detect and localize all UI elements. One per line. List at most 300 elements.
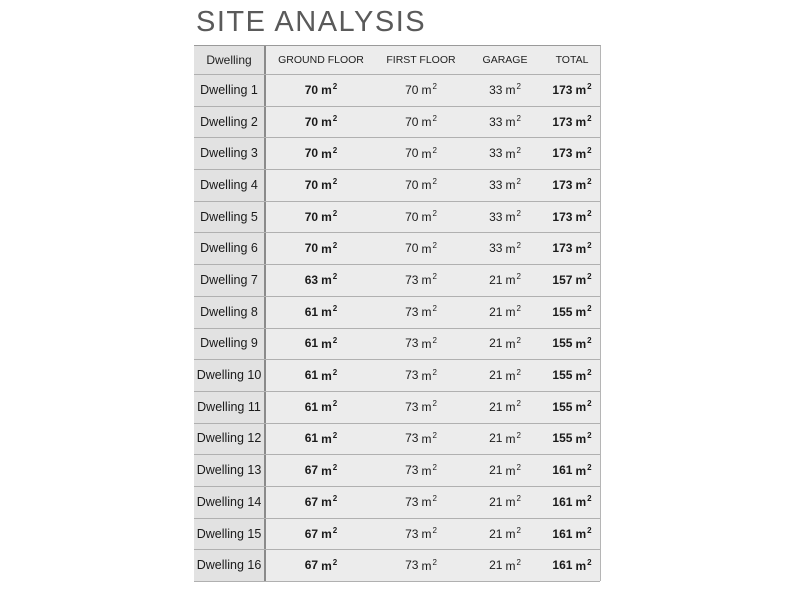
dwelling-name-cell: Dwelling 4 xyxy=(200,177,258,192)
total-cell xyxy=(544,328,600,360)
unit-symbol: m xyxy=(575,305,587,320)
unit-symbol: m xyxy=(421,495,432,510)
total-cell xyxy=(544,201,600,233)
unit-symbol: m xyxy=(321,241,332,256)
ground-floor-cell xyxy=(266,328,376,360)
unit-symbol: m xyxy=(321,115,332,130)
table-row xyxy=(194,391,600,424)
total-cell xyxy=(544,423,600,455)
garage-cell xyxy=(466,232,544,264)
area-value: 67 xyxy=(304,526,319,541)
area-unit xyxy=(505,336,520,351)
table-row xyxy=(194,201,600,234)
unit-symbol: m xyxy=(321,83,332,98)
unit-exponent: 2 xyxy=(332,335,338,345)
unit-symbol: m xyxy=(321,273,332,288)
first-floor-cell xyxy=(376,169,466,201)
area-unit xyxy=(321,114,337,129)
unit-symbol: m xyxy=(321,210,332,225)
dwelling-name-cell: Dwelling 8 xyxy=(200,304,258,319)
ground-floor-cell xyxy=(266,106,376,138)
area-value: 173 xyxy=(552,241,573,256)
unit-symbol: m xyxy=(505,210,516,225)
area-value: 67 xyxy=(304,558,319,573)
unit-exponent: 2 xyxy=(587,304,592,314)
unit-symbol: m xyxy=(505,400,516,415)
area-value: 173 xyxy=(552,146,573,161)
area-unit xyxy=(421,399,436,414)
area-value: 70 xyxy=(405,209,419,224)
unit-symbol: m xyxy=(321,431,332,446)
first-floor-cell xyxy=(376,454,466,486)
area-value: 73 xyxy=(405,526,419,541)
area-unit xyxy=(321,209,337,224)
unit-exponent: 2 xyxy=(587,82,592,92)
area-unit xyxy=(421,304,436,319)
area-unit xyxy=(505,241,520,256)
area-value: 173 xyxy=(552,209,573,224)
unit-exponent: 2 xyxy=(516,557,521,567)
unit-symbol: m xyxy=(575,431,587,446)
area-value: 155 xyxy=(552,368,573,383)
table-row xyxy=(194,296,600,329)
garage-cell xyxy=(466,137,544,169)
dwelling-name-cell: Dwelling 12 xyxy=(196,431,262,446)
unit-symbol: m xyxy=(505,83,516,98)
ground-floor-cell xyxy=(266,391,376,423)
total-cell xyxy=(544,264,600,296)
table-row xyxy=(194,169,600,202)
area-unit xyxy=(421,494,436,509)
unit-symbol: m xyxy=(575,83,587,98)
ground-floor-cell xyxy=(266,137,376,169)
unit-symbol: m xyxy=(321,305,332,320)
ground-floor-cell xyxy=(266,264,376,296)
table-row xyxy=(194,423,600,456)
area-unit xyxy=(505,558,520,573)
unit-exponent: 2 xyxy=(516,399,521,409)
garage-cell xyxy=(466,264,544,296)
area-value: 21 xyxy=(489,431,503,446)
table-row xyxy=(194,106,600,139)
unit-exponent: 2 xyxy=(516,145,521,155)
unit-symbol: m xyxy=(575,146,587,161)
area-unit xyxy=(421,368,436,383)
unit-exponent: 2 xyxy=(516,240,521,250)
unit-exponent: 2 xyxy=(516,367,521,377)
area-value: 70 xyxy=(304,82,319,97)
area-value: 33 xyxy=(489,82,503,97)
garage-cell xyxy=(466,391,544,423)
unit-symbol: m xyxy=(575,178,587,193)
unit-exponent: 2 xyxy=(587,557,592,567)
unit-exponent: 2 xyxy=(587,494,592,504)
unit-exponent: 2 xyxy=(432,399,437,409)
table-row xyxy=(194,232,600,265)
area-unit xyxy=(505,463,520,478)
ground-floor-cell xyxy=(266,169,376,201)
area-value: 155 xyxy=(552,399,573,414)
unit-symbol: m xyxy=(421,463,432,478)
area-value: 173 xyxy=(552,82,573,97)
unit-exponent: 2 xyxy=(432,82,437,92)
area-unit xyxy=(421,177,436,192)
unit-exponent: 2 xyxy=(332,304,338,314)
table-row xyxy=(194,359,600,392)
unit-symbol: m xyxy=(575,210,587,225)
unit-exponent: 2 xyxy=(587,272,592,282)
unit-symbol: m xyxy=(505,305,516,320)
area-unit xyxy=(575,304,591,319)
unit-exponent: 2 xyxy=(587,367,592,377)
area-unit xyxy=(505,209,520,224)
area-unit xyxy=(421,82,436,97)
first-floor-cell xyxy=(376,359,466,391)
unit-symbol: m xyxy=(421,305,432,320)
total-cell xyxy=(544,74,600,106)
area-value: 21 xyxy=(489,272,503,287)
unit-exponent: 2 xyxy=(516,209,521,219)
area-unit xyxy=(421,431,436,446)
area-value: 70 xyxy=(405,146,419,161)
unit-exponent: 2 xyxy=(587,240,592,250)
unit-exponent: 2 xyxy=(587,177,592,187)
unit-symbol: m xyxy=(575,558,587,573)
table-header-row xyxy=(194,46,600,75)
unit-exponent: 2 xyxy=(516,82,521,92)
area-unit xyxy=(321,336,337,351)
unit-exponent: 2 xyxy=(332,430,338,440)
first-floor-cell xyxy=(376,106,466,138)
area-unit xyxy=(575,114,591,129)
area-value: 73 xyxy=(405,272,419,287)
unit-exponent: 2 xyxy=(432,272,437,282)
unit-exponent: 2 xyxy=(432,177,437,187)
total-cell xyxy=(544,359,600,391)
garage-cell xyxy=(466,201,544,233)
unit-symbol: m xyxy=(505,527,516,541)
unit-exponent: 2 xyxy=(432,240,437,250)
total-cell xyxy=(544,486,600,518)
area-unit xyxy=(505,526,520,541)
unit-symbol: m xyxy=(575,115,587,130)
unit-exponent: 2 xyxy=(516,494,521,504)
unit-symbol: m xyxy=(321,178,332,193)
table-row xyxy=(194,264,600,297)
area-value: 70 xyxy=(405,114,419,129)
area-value: 70 xyxy=(405,177,419,192)
area-value: 21 xyxy=(489,368,503,383)
total-cell xyxy=(544,169,600,201)
area-value: 73 xyxy=(405,368,419,383)
unit-exponent: 2 xyxy=(332,114,338,124)
unit-symbol: m xyxy=(321,527,332,541)
area-unit xyxy=(321,82,337,97)
unit-exponent: 2 xyxy=(432,430,437,440)
area-unit xyxy=(421,526,436,541)
area-unit xyxy=(321,558,337,573)
unit-symbol: m xyxy=(505,273,516,288)
area-unit xyxy=(321,272,337,287)
ground-floor-cell xyxy=(266,74,376,106)
area-unit xyxy=(575,82,591,97)
area-value: 70 xyxy=(405,241,419,256)
area-unit xyxy=(321,304,337,319)
unit-symbol: m xyxy=(421,241,432,256)
area-unit xyxy=(321,177,337,192)
area-unit xyxy=(321,526,337,541)
area-unit xyxy=(321,368,337,383)
area-value: 67 xyxy=(304,463,319,478)
garage-cell xyxy=(466,454,544,486)
ground-floor-cell xyxy=(266,454,376,486)
unit-exponent: 2 xyxy=(332,145,338,155)
unit-symbol: m xyxy=(575,400,587,415)
dwelling-name-cell: Dwelling 16 xyxy=(196,558,262,573)
area-unit xyxy=(421,272,436,287)
area-unit xyxy=(575,558,591,573)
total-cell xyxy=(544,518,600,550)
unit-exponent: 2 xyxy=(432,209,437,219)
unit-exponent: 2 xyxy=(516,272,521,282)
unit-exponent: 2 xyxy=(432,114,437,124)
area-unit xyxy=(421,241,436,256)
area-unit xyxy=(421,463,436,478)
dwelling-name-cell: Dwelling 1 xyxy=(200,82,258,97)
unit-symbol: m xyxy=(575,527,587,541)
first-floor-cell xyxy=(376,232,466,264)
area-unit xyxy=(505,272,520,287)
unit-symbol: m xyxy=(321,336,332,351)
header-ground-floor: GROUND FLOOR xyxy=(278,54,364,66)
unit-exponent: 2 xyxy=(516,430,521,440)
unit-symbol: m xyxy=(575,495,587,510)
unit-symbol: m xyxy=(505,146,516,161)
unit-symbol: m xyxy=(421,273,432,288)
area-value: 33 xyxy=(489,114,503,129)
dwelling-name-cell: Dwelling 5 xyxy=(200,209,258,224)
unit-symbol: m xyxy=(505,178,516,193)
unit-exponent: 2 xyxy=(332,367,338,377)
first-floor-cell xyxy=(376,391,466,423)
area-value: 63 xyxy=(304,272,319,287)
unit-symbol: m xyxy=(575,463,587,478)
unit-symbol: m xyxy=(575,336,587,351)
area-unit xyxy=(575,336,591,351)
area-unit xyxy=(575,177,591,192)
unit-symbol: m xyxy=(421,146,432,161)
area-value: 73 xyxy=(405,336,419,351)
unit-exponent: 2 xyxy=(587,430,592,440)
unit-exponent: 2 xyxy=(432,145,437,155)
dwelling-name-cell: Dwelling 2 xyxy=(200,114,258,129)
ground-floor-cell xyxy=(266,486,376,518)
area-value: 173 xyxy=(552,177,573,192)
area-value: 70 xyxy=(405,82,419,97)
unit-symbol: m xyxy=(421,368,432,383)
unit-exponent: 2 xyxy=(587,526,592,535)
unit-exponent: 2 xyxy=(332,272,338,282)
ground-floor-cell xyxy=(266,232,376,264)
first-floor-cell xyxy=(376,74,466,106)
header-first-floor: FIRST FLOOR xyxy=(386,54,456,66)
area-value: 73 xyxy=(405,558,419,573)
area-unit xyxy=(575,399,591,414)
area-value: 61 xyxy=(304,399,319,414)
table-row xyxy=(194,549,600,582)
unit-symbol: m xyxy=(421,527,432,541)
unit-symbol: m xyxy=(505,463,516,478)
garage-cell xyxy=(466,423,544,455)
garage-cell xyxy=(466,359,544,391)
dwelling-name-cell: Dwelling 6 xyxy=(200,241,258,256)
area-value: 67 xyxy=(304,494,319,509)
total-cell xyxy=(544,549,600,581)
dwelling-name-cell: Dwelling 3 xyxy=(200,146,258,161)
first-floor-cell xyxy=(376,423,466,455)
area-unit xyxy=(321,494,337,509)
table-row xyxy=(194,137,600,170)
unit-exponent: 2 xyxy=(332,526,338,535)
unit-symbol: m xyxy=(321,558,332,573)
dwelling-name-cell: Dwelling 7 xyxy=(200,272,258,287)
unit-exponent: 2 xyxy=(587,335,592,345)
area-value: 70 xyxy=(304,241,319,256)
header-dwelling: Dwelling xyxy=(206,53,252,67)
unit-symbol: m xyxy=(575,368,587,383)
unit-exponent: 2 xyxy=(516,177,521,187)
area-unit xyxy=(505,368,520,383)
unit-exponent: 2 xyxy=(332,494,338,504)
area-value: 173 xyxy=(552,114,573,129)
area-value: 73 xyxy=(405,431,419,446)
first-floor-cell xyxy=(376,137,466,169)
unit-symbol: m xyxy=(505,241,516,256)
area-unit xyxy=(321,146,337,161)
area-unit xyxy=(575,368,591,383)
area-unit xyxy=(575,272,591,287)
area-value: 70 xyxy=(304,177,319,192)
area-value: 70 xyxy=(304,209,319,224)
area-value: 161 xyxy=(552,526,573,541)
area-value: 73 xyxy=(405,399,419,414)
unit-exponent: 2 xyxy=(332,557,338,567)
first-floor-cell xyxy=(376,518,466,550)
area-unit xyxy=(575,463,591,478)
ground-floor-cell xyxy=(266,201,376,233)
unit-exponent: 2 xyxy=(432,557,437,567)
ground-floor-cell xyxy=(266,518,376,550)
unit-exponent: 2 xyxy=(332,240,338,250)
unit-symbol: m xyxy=(505,495,516,510)
unit-symbol: m xyxy=(421,336,432,351)
garage-cell xyxy=(466,74,544,106)
garage-cell xyxy=(466,169,544,201)
unit-exponent: 2 xyxy=(516,335,521,345)
area-unit xyxy=(575,431,591,446)
area-value: 21 xyxy=(489,304,503,319)
area-value: 61 xyxy=(304,431,319,446)
unit-exponent: 2 xyxy=(432,494,437,504)
area-value: 33 xyxy=(489,209,503,224)
dwelling-name-cell: Dwelling 14 xyxy=(196,494,262,509)
unit-symbol: m xyxy=(321,463,332,478)
dwelling-name-cell: Dwelling 15 xyxy=(196,526,262,541)
area-value: 155 xyxy=(552,431,573,446)
unit-symbol: m xyxy=(321,400,332,415)
unit-symbol: m xyxy=(421,178,432,193)
unit-exponent: 2 xyxy=(332,462,338,472)
unit-symbol: m xyxy=(575,273,587,288)
header-garage: GARAGE xyxy=(482,54,528,66)
unit-exponent: 2 xyxy=(587,209,592,219)
unit-symbol: m xyxy=(421,115,432,130)
unit-symbol: m xyxy=(421,431,432,446)
first-floor-cell xyxy=(376,328,466,360)
unit-symbol: m xyxy=(505,431,516,446)
area-value: 61 xyxy=(304,304,319,319)
first-floor-cell xyxy=(376,264,466,296)
dwelling-name-cell: Dwelling 11 xyxy=(197,399,261,414)
area-unit xyxy=(421,558,436,573)
unit-symbol: m xyxy=(321,495,332,510)
header-total: TOTAL xyxy=(555,54,589,66)
garage-cell xyxy=(466,328,544,360)
area-unit xyxy=(505,399,520,414)
unit-exponent: 2 xyxy=(332,177,338,187)
unit-exponent: 2 xyxy=(332,399,338,409)
total-cell xyxy=(544,232,600,264)
table-row xyxy=(194,454,600,487)
area-value: 33 xyxy=(489,177,503,192)
table-row xyxy=(194,74,600,107)
total-cell xyxy=(544,454,600,486)
area-value: 61 xyxy=(304,368,319,383)
area-unit xyxy=(505,304,520,319)
unit-exponent: 2 xyxy=(587,145,592,155)
area-unit xyxy=(505,494,520,509)
area-unit xyxy=(321,431,337,446)
area-unit xyxy=(575,241,591,256)
unit-symbol: m xyxy=(505,368,516,383)
unit-symbol: m xyxy=(321,368,332,383)
area-value: 33 xyxy=(489,146,503,161)
area-value: 157 xyxy=(552,272,573,287)
ground-floor-cell xyxy=(266,359,376,391)
area-value: 161 xyxy=(552,494,573,509)
unit-symbol: m xyxy=(421,83,432,98)
area-value: 73 xyxy=(405,304,419,319)
area-unit xyxy=(575,146,591,161)
unit-exponent: 2 xyxy=(432,304,437,314)
area-value: 161 xyxy=(552,463,573,478)
dwelling-name-cell: Dwelling 10 xyxy=(196,368,262,383)
unit-symbol: m xyxy=(505,558,516,573)
unit-exponent: 2 xyxy=(516,462,521,472)
total-cell xyxy=(544,137,600,169)
unit-exponent: 2 xyxy=(332,209,338,219)
area-value: 73 xyxy=(405,494,419,509)
unit-symbol: m xyxy=(421,400,432,415)
ground-floor-cell xyxy=(266,423,376,455)
area-unit xyxy=(505,146,520,161)
garage-cell xyxy=(466,106,544,138)
garage-cell xyxy=(466,486,544,518)
area-unit xyxy=(505,114,520,129)
area-value: 70 xyxy=(304,114,319,129)
unit-exponent: 2 xyxy=(432,367,437,377)
area-unit xyxy=(575,526,591,541)
